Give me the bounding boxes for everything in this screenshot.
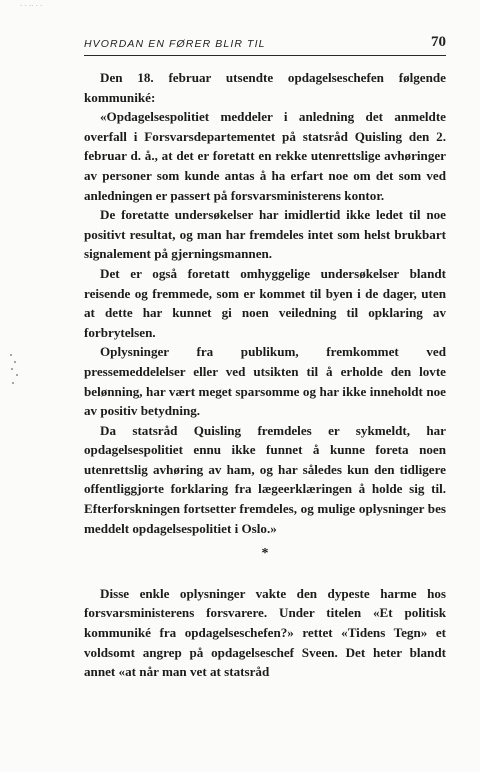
paragraph: Disse enkle oplysninger vakte den dypeste harme hos forsvarsministerens forsvarere. Under titelen «Et politisk kommuniké fra opdagelseschefen?» rettet «Tidens Tegn» et voldsomt angrep på opdagelseschef Sveen. Det heter blandt annet «at når man vet at statsråd — [84, 585, 446, 680]
paragraph: Den 18. februar utsendte opdagelseschefen følgende kommuniké: — [84, 70, 446, 105]
paragraph: Oplysninger fra publikum, fremkommet ved pressemeddelelser eller ved utsikten til å erholde den lovte belønning, har vært meget sparsomme og har ikke inneholdt noe av positiv betydning. — [84, 344, 446, 419]
top-margin-specks: · · ·· · · — [20, 2, 43, 10]
section-ornament: * — [261, 546, 269, 562]
running-head — [84, 34, 446, 56]
paragraph: De foretatte undersøkelser har imidlertid ikke ledet til noe positivt resultat, og man har fremdeles intet som helst brukbart signalement på gjerningsmannen. — [84, 207, 446, 262]
paragraph: «Opdagelsespolitiet meddeler i anledning det anmeldte overfall i Forsvarsdepartementet på statsråd Quisling den 2. februar d. å., at det er foretatt en rekke utenrettslige avhøringer av personer som kunde antas å ha erfart noe om det som ved anledningen er passert på forsvarsministerens kontor. — [84, 109, 446, 203]
paragraph: Det er også foretatt omhyggelige undersøkelser blandt reisende og fremmede, som er kommet til byen i de dager, uten at dette har kunnet gi noen veiledning til opklaring av forbrytelsen. — [84, 265, 446, 340]
paragraph: Da statsråd Quisling fremdeles er sykmeldt, har opdagelsespolitiet ennu ikke funnet å kunne foreta noen utenrettslig avhøring av ham, og har således kun den tidligere offentliggjorte forklaring fra lægeerklæringen å holde sig til. Efterforskningen fortsetter fremdeles, og mulige oplysninger bes meddelt opdagelsespolitiet i Oslo.» — [84, 422, 446, 536]
running-title: HVORDAN EN FØRER BLIR TIL — [84, 38, 266, 50]
page-number: 70 — [431, 34, 446, 50]
body-text — [84, 68, 446, 682]
left-margin-specks — [8, 352, 22, 392]
